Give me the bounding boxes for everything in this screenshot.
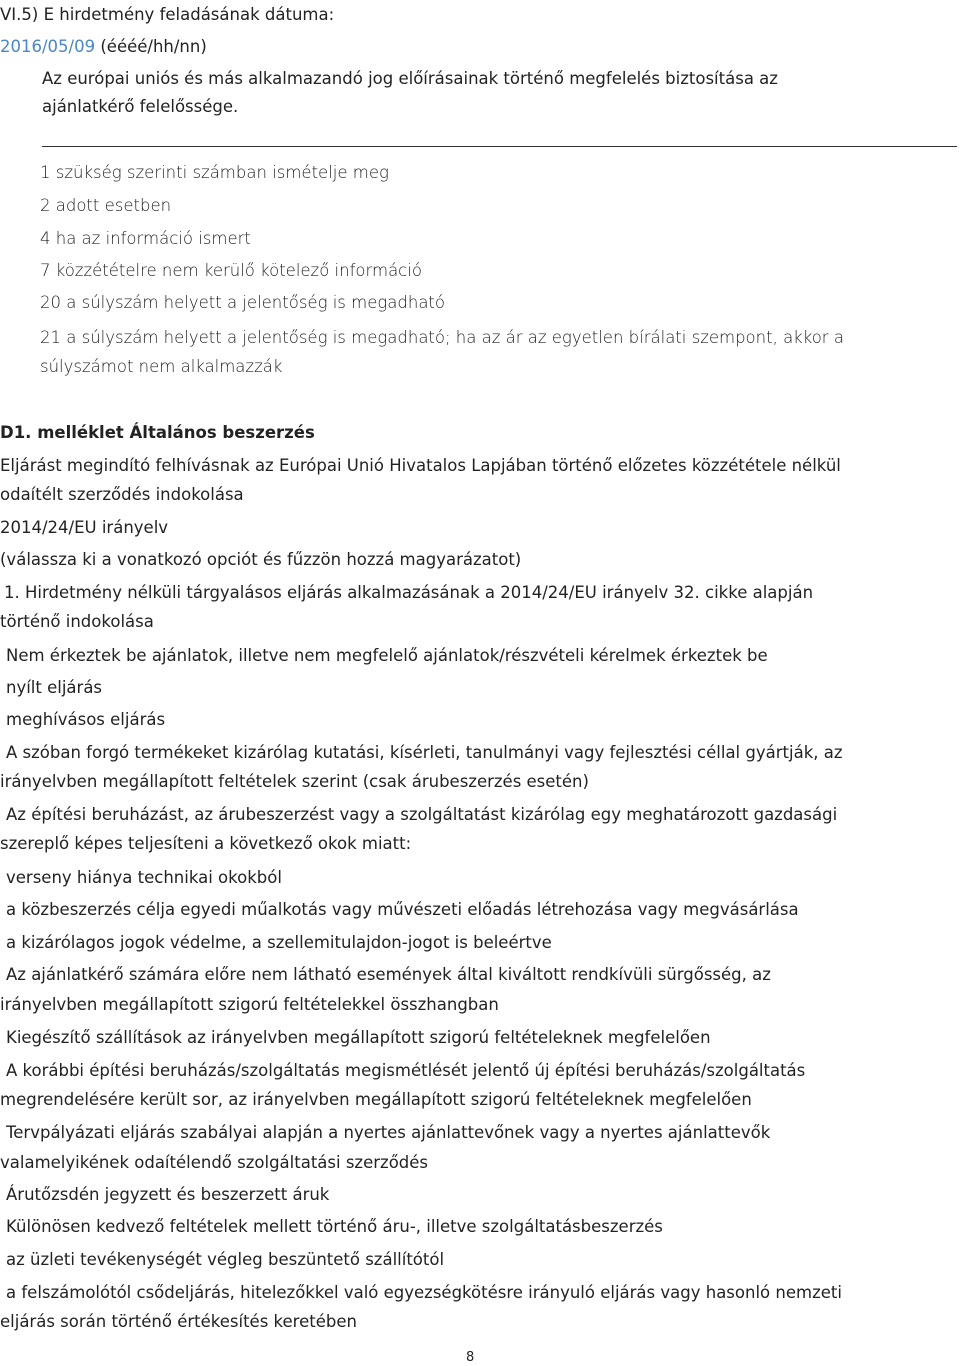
option-item: Árutőzsdén jegyzett és beszerzett áruk: [6, 1185, 330, 1204]
option-item: Az ajánlatkérő számára előre nem látható események által kiváltott rendkívüli sürgősség, az: [6, 965, 771, 984]
option-item: Az építési beruházást, az árubeszerzést vagy a szolgáltatást kizárólag egy meghatározott gazdasági: [6, 805, 838, 824]
page-number: 8: [466, 1350, 475, 1365]
option-item: Különösen kedvező feltételek mellett történő áru-, illetve szolgáltatásbeszerzés: [6, 1217, 663, 1236]
annex-line: történő indokolása: [0, 612, 154, 631]
footnote: 4 ha az információ ismert: [40, 229, 251, 248]
option-item: Nem érkeztek be ajánlatok, illetve nem megfelelő ajánlatok/részvételi kérelmek érkeztek be: [6, 646, 768, 665]
option-item: a kizárólagos jogok védelme, a szellemitulajdon-jogot is beleértve: [6, 933, 552, 952]
footnote: súlyszámot nem alkalmazzák: [40, 357, 283, 376]
annex-line: Eljárást megindító felhívásnak az Európai Unió Hivatalos Lapjában történő előzetes közzététele nélkül: [0, 456, 841, 475]
date-format: (éééé/hh/nn): [100, 37, 207, 56]
option-item: eljárás során történő értékesítés keretében: [0, 1312, 357, 1331]
footnote: 20 a súlyszám helyett a jelentőség is megadható: [40, 293, 445, 312]
option-item: valamelyikének odaítélendő szolgáltatási szerződés: [0, 1153, 429, 1172]
option-item: megrendelésére került sor, az irányelvben megállapított szigorú feltételeknek megfelelően: [0, 1090, 752, 1109]
option-item: Tervpályázati eljárás szabályai alapján a nyertes ajánlattevőnek vagy a nyertes ajánlattevők: [6, 1123, 771, 1142]
footnote: 1 szükség szerinti számban ismételje meg: [40, 163, 389, 182]
footnote: 7 közzétételre nem kerülő kötelező információ: [40, 261, 422, 280]
date-line: [0, 36, 207, 58]
option-item: meghívásos eljárás: [6, 710, 166, 729]
option-item: irányelvben megállapított szigorú feltételekkel összhangban: [0, 995, 499, 1014]
option-item: irányelvben megállapított feltételek szerint (csak árubeszerzés esetén): [0, 772, 589, 791]
annex-title: D1. melléklet Általános beszerzés: [0, 423, 315, 442]
option-item: nyílt eljárás: [6, 678, 103, 697]
section-title: VI.5) E hirdetmény feladásának dátuma:: [0, 5, 335, 24]
option-item: szereplő képes teljesíteni a következő okok miatt:: [0, 834, 412, 853]
option-item: az üzleti tevékenységét végleg beszüntető szállítótól: [6, 1250, 445, 1269]
option-item: A korábbi építési beruházás/szolgáltatás megismétlését jelentő új építési beruházás/szolgáltatás: [6, 1061, 806, 1080]
option-item: A szóban forgó termékeket kizárólag kutatási, kísérleti, tanulmányi vagy fejlesztési céllal gyártják, az: [6, 743, 843, 762]
option-item: a közbeszerzés célja egyedi műalkotás vagy művészeti előadás létrehozása vagy megvásárlása: [6, 900, 799, 919]
annex-line: 2014/24/EU irányelv: [0, 518, 169, 537]
annex-line: 1. Hirdetmény nélküli tárgyalásos eljárás alkalmazásának a 2014/24/EU irányelv 32. cikke alapján: [4, 583, 814, 602]
annex-line: odaítélt szerződés indokolása: [0, 485, 244, 504]
footnote: 21 a súlyszám helyett a jelentőség is megadható; ha az ár az egyetlen bírálati szempont, akkor a: [40, 328, 844, 347]
footnote: 2 adott esetben: [40, 196, 172, 215]
compliance-text: Az európai uniós és más alkalmazandó jog előírásainak történő megfelelés biztosítása az: [42, 69, 778, 88]
annex-line: (válassza ki a vonatkozó opciót és fűzzön hozzá magyarázatot): [0, 550, 522, 569]
footnote-divider: [42, 146, 957, 147]
option-item: Kiegészítő szállítások az irányelvben megállapított szigorú feltételeknek megfelelően: [6, 1028, 711, 1047]
compliance-text: ajánlatkérő felelőssége.: [42, 97, 239, 116]
option-item: verseny hiánya technikai okokból: [6, 868, 282, 887]
date-value: 2016/05/09: [0, 37, 96, 56]
option-item: a felszámolótól csődeljárás, hitelezőkkel való egyezségkötésre irányuló eljárás vagy hasonló nemzeti: [6, 1283, 842, 1302]
